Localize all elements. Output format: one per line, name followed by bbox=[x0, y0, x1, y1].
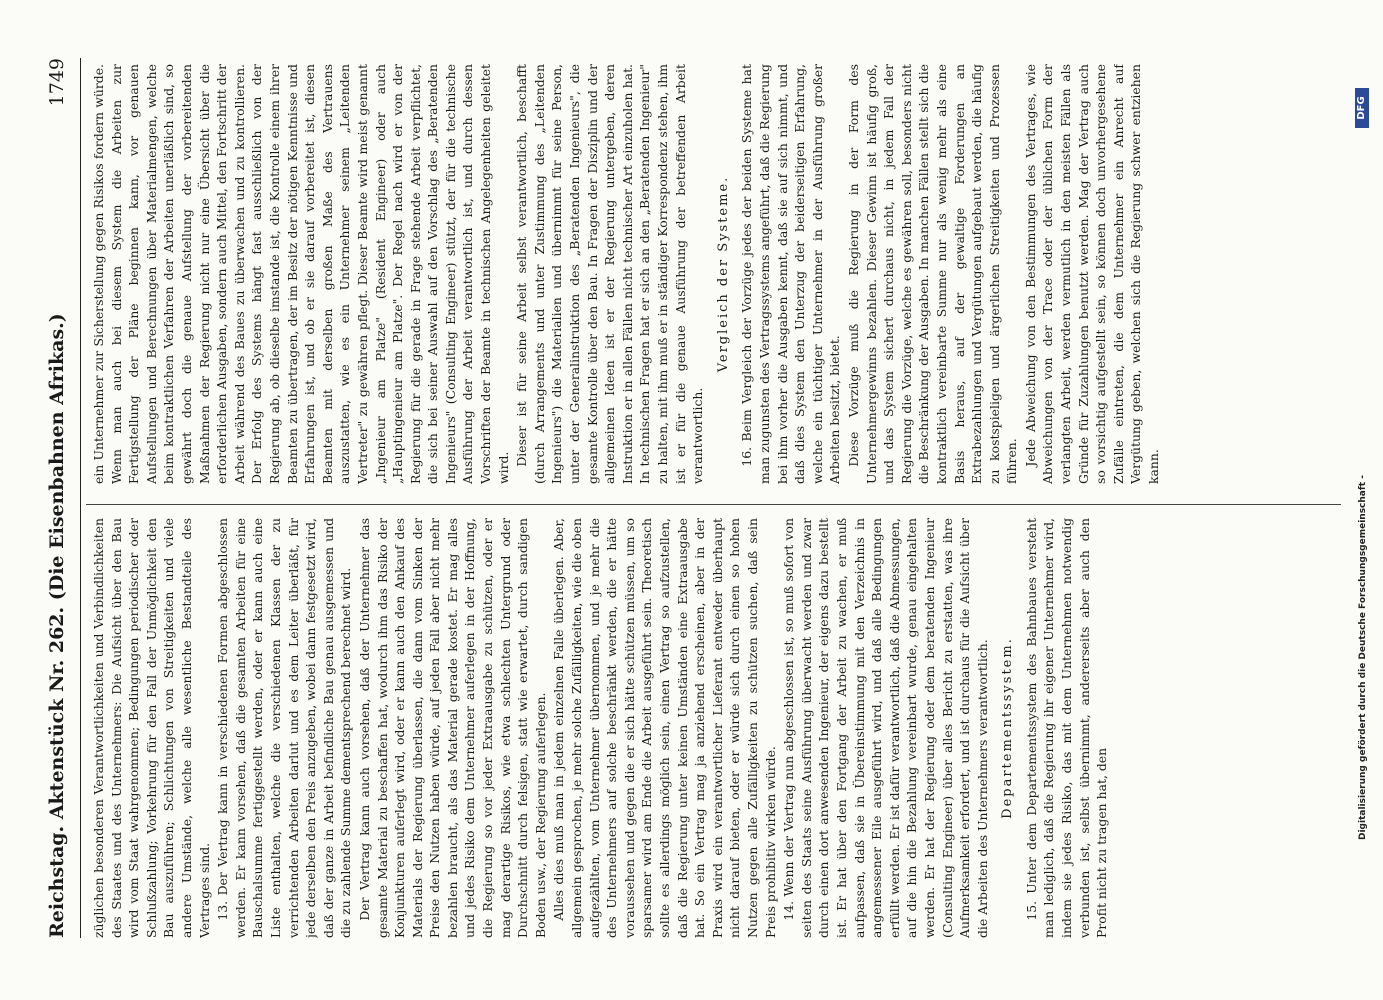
right-column bbox=[90, 64, 1340, 484]
paragraph: Dieser ist für seine Arbeit selbst verantwortlich, beschafft (durch Arrangements und unter Zustimmung des „Leitenden Ingenieurs") die Materialien und übernimmt für seine Person, unter der Generalinstruktion des „Beratenden Ingenieurs", die gesamte Kontrolle über den Bau. In Fragen der Disziplin und der allgemeinen Ideen ist er der Regierung untergeben, deren Instruktion er in allen Fällen nicht technischer Art einzuholen hat. In technischen Fragen hat er sich an den „Beratenden Ingenieur" zu halten, mit ihm muß er in ständiger Korrespondenz stehen, ihm ist er für die genaue Ausführung der betreffenden Arbeit verantwortlich. bbox=[514, 64, 706, 484]
section-heading: Departementssystem. bbox=[1000, 637, 1016, 819]
left-column bbox=[90, 518, 1340, 938]
header-rule bbox=[80, 58, 81, 938]
running-head: Reichstag. Aktenstück Nr. 262. (Die Eisenbahnen Afrikas.) bbox=[46, 313, 68, 938]
paragraph: ein Unternehmer zur Sicherstellung gegen Risikos fordern würde. Wenn man auch bei diesem System die Arbeiten zur Fertigstellung der Pläne beginnen kann, vor genauen Aufstellungen und Berechnungen über Materialmengen, welche beim kontraktlichen Verfahren der Arbeiten unerläßlich sind, so gewährt doch die genaue Aufstellung der vorbereitenden Maßnahmen der Regierung nicht nur eine Übersicht über die erforderlichen Ausgaben, sondern auch Mittel, den Fortschritt der Arbeit während des Baues zu überwachen und zu kontrollieren. Der Erfolg des Systems hängt fast ausschließlich von der Regierung ab, ob dieselbe imstande ist, die Kontrolle einem ihrer Beamten zu übertragen, der im Besitz der nötigen Kenntnisse und Erfahrungen ist, und ob er sie darauf vorbereitet ist, diesen Beamten mit derselben großen Maße des Vertrauens auszustatten, wie es ein Unternehmer seinem „Leitenden Vertreter" zu gewähren pflegt. Dieser Beamte wird meist genannt „Ingenieur am Platze" (Resident Engineer) oder auch „Hauptingenieur am Platze". Der Regel nach wird er von der Regierung für die gerade in Frage stehende Arbeit verpflichtet, die sich bei seiner Auswahl auf den Vorschlag des „Beratenden Ingenieurs" (Consulting Engineer) stützt, der für die technische Ausführung der Arbeit verantwortlich ist, und durch dessen Vorschriften der Beamte in technischen Angelegenheiten geleitet wird. bbox=[91, 64, 511, 484]
paragraph: 13. Der Vertrag kann in verschiedenen Formen abgeschlossen werden. Er kann vorsehen, daß die gesamten Arbeiten für eine Bauschalsumme fertiggestellt werden, oder er kann auch eine Liste enthalten, welche die verschiedenen Klassen der zu verrichtenden Arbeiten darlut und es dem Leiter überläßt, für jede derselben den Preis anzugeben, wobei dann festgesetzt wird, daß der ganze in Arbeit befindliche Bau genau ausgemessen und die zu zahlende Summe dementsprechend berechnet wird. bbox=[215, 518, 354, 938]
paragraph: 15. Unter dem Departementssystem des Bahnbaues versteht man lediglich, daß die Regierung ihr eigener Unternehmer wird, indem sie jedes Risiko, das mit dem Unternehmen notwendig verbunden ist, selbst übernimmt, andererseits aber auch den Profit nicht zu tragen hat, den bbox=[1023, 518, 1110, 938]
paragraph: Diese Vorzüge muß die Regierung in der Form des Unternehmergewinns bezahlen. Dieser Gewinn ist häufig groß, und das System sichert durchaus nicht, in jedem Fall der Regierung die Vorzüge, welche es gewähren soll, besonders nicht die Beschränkung der Ausgaben. In manchen Fällen stellt sich die kontraktlich vereinbarte Summe nur als wenig mehr als eine Basis heraus, auf der gewaltige Forderungen an Extrabezahlungen und Vergütungen aufgebaut werden, die häufig zu kostspieligen und ärgerlichen Streitigkeiten und Prozessen führen. bbox=[845, 64, 1020, 484]
paragraph: 16. Beim Vergleich der Vorzüge jedes der beiden Systeme hat man zugunsten des Vertragssystems angeführt, daß die Regierung bei ihm vorher die Ausgaben kennt, daß sie auf sich nimmt, und daß dies System den Unterzug der beiderseitigen Erfahrung, welche ein tüchtiger Unternehmer in der Ausführung großer Arbeiten besitzt, bietet. bbox=[739, 64, 843, 484]
page-number: 1749 bbox=[46, 58, 68, 107]
paragraph: Jede Abweichung von den Bestimmungen des Vertrages, wie Abweichungen von der Trace oder der üblichen Form der verlangten Arbeit, werden vermutlich in den meisten Fällen als Gründe für Zuzahlungen benutzt werden. Mag der Vertrag auch so vorsichtig aufgestellt sein, so können doch unvorhergesehene Zufälle eintreten, die dem Unternehmer ein Anrecht auf Vergütung geben, welchen sich die Regierung schwer entziehen kann. bbox=[1022, 64, 1162, 484]
section-heading: Vergleich der Systeme. bbox=[715, 175, 731, 373]
digitization-credit: Digitalisierung gefördert durch die Deutsche Forschungsgemeinschaft - bbox=[1358, 475, 1368, 840]
paragraph: Alles dies muß man in jedem einzelnen Falle überlegen. Aber, allgemein gesprochen, je mehr solche Zufälligkeiten, wie die oben aufgezählten, vom Unternehmer übernommen, und je mehr die des Unternehmers auf solche beschränkt werden, die er hätte voraussehen und gegen die er sich hätte schützen müssen, um so sparsamer wird am Ende die Arbeit ausgeführt sein. Theoretisch sollte es allerdings möglich sein, einen Vertrag so aufzustellen, daß die Regierung unter keinen Umständen eine Extraausgabe hat. So ein Vertrag mag ja anziehend erscheinen, aber in der Praxis wird ein verantwortlicher Lieferant entweder überhaupt nicht darauf bieten, oder er würde sich durch einen so hohen Nutzen gegen alle Zufälligkeiten zu schützen suchen, daß sein Preis prohibitiv wirken würde. bbox=[551, 518, 778, 938]
page-header bbox=[40, 58, 76, 938]
column-divider bbox=[86, 504, 1341, 505]
paragraph: züglichen besonderen Verantwortlichkeiten und Verbindlichkeiten des Staates und des Unternehmers: Die Aufsicht über den Bau wird vom Staat wahrgenommen; Bedingungen periodischer oder Schlußzahlung; Vorkehrung für den Fall der Unmöglichkeit den Bau auszuführen; Schlichtungen von Streitigkeiten und viele andere Umstände, welche alle wesentliche Bestandteile des Vertrages sind. bbox=[91, 518, 212, 938]
paragraph: Der Vertrag kann auch vorsehen, daß der Unternehmer das gesamte Material zu beschaffen hat, wodurch ihm das Risiko der Konjunkturen auferlegt wird, oder er kann auch den Ankauf des Materials der Regierung überlassen, die dann vom Sinken der Preise den Nutzen haben würde, auf jeden Fall aber nicht mehr bezahlen braucht, als das Material gerade kostet. Er mag alles und jedes Risiko dem Unternehmer auferlegen in der Hoffnung, die Regierung so vor jeder Extraausgabe zu schützen, oder er mag derartige Risikos, wie etwa schlechten Untergrund oder Durchschnitt durch felsigen, statt wie erwartet, durch sandigen Boden usw., der Regierung auferlegen. bbox=[356, 518, 548, 938]
dfg-logo: DFG bbox=[1355, 88, 1369, 128]
paragraph: 14. Wenn der Vertrag nun abgeschlossen ist, so muß sofort von seiten des Staats seine Ausführung überwacht werden und zwar durch einen dort anwesenden Ingenieur, der eigens dazu bestellt ist. Er hat über den Fortgang der Arbeit zu wachen, er muß aufpassen, daß sie in Übereinstimmung mit den Verzeichnis in angemessener Eile ausgeführt wird, und daß alle Bedingungen erfüllt werden. Er ist dafür verantwortlich, daß die Abmessungen, auf die hin die Bezahlung vereinbart wurde, genau eingehalten werden. Er hat der Regierung oder dem beratenden Ingenieur (Consulting Engineer) über alles Bericht zu erstatten, was ihre Aufmerksamkeit erfordert, und ist durchaus für die Aufsicht über die Arbeiten des Unternehmers verantwortlich. bbox=[781, 518, 990, 938]
